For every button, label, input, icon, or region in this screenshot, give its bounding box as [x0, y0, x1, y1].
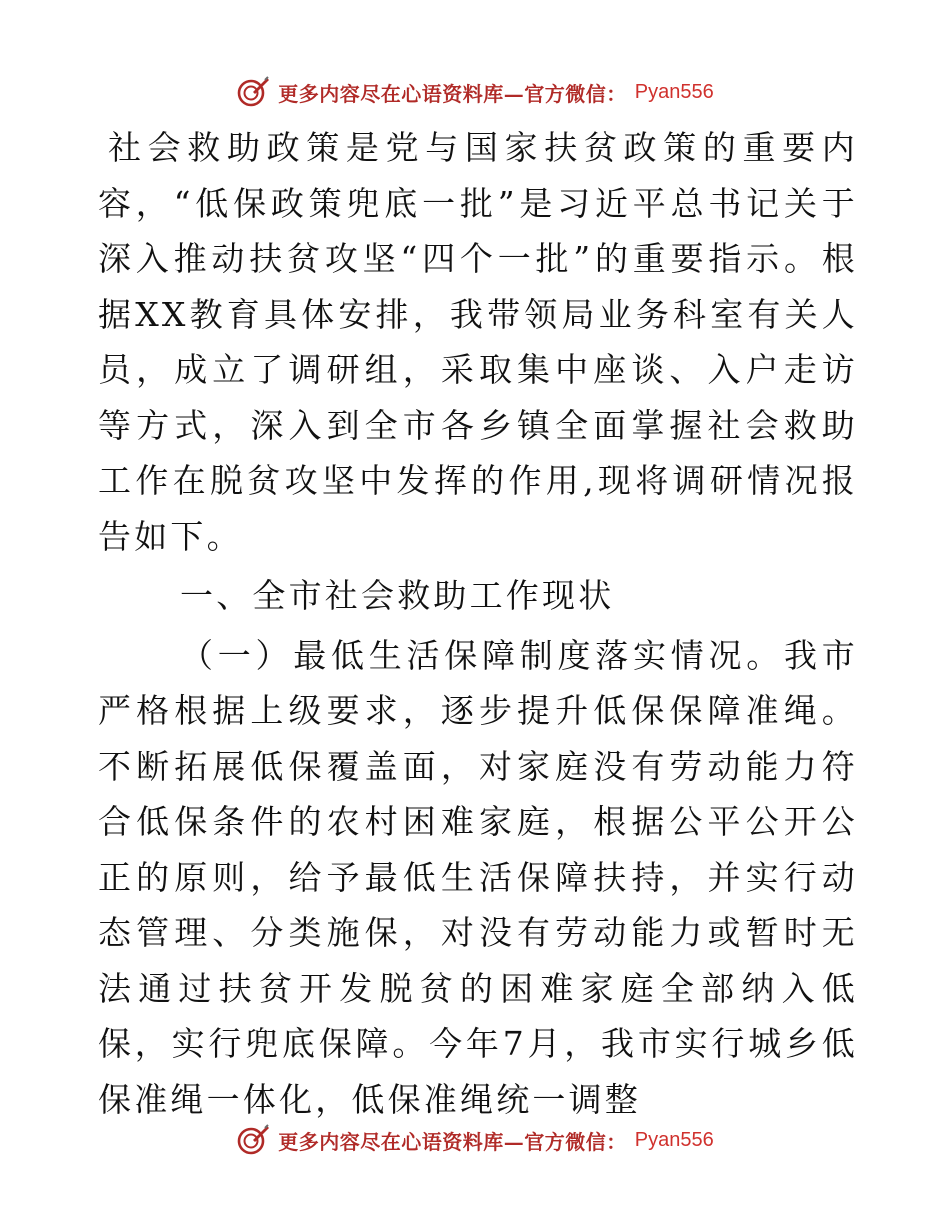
section-heading: 一、全市社会救助工作现状	[180, 576, 615, 615]
intro-paragraph: 社会救助政策是党与国家扶贫政策的重要内容，“低保政策兜底一批”是习近平总书记关于深入推动扶贫攻坚“四个一批”的重要指示。根据XX教育具体安排，我带领局业务科室有关人员，成立了调研组，采取集中座谈、入户走访等方式，深入到全市各乡镇全面掌握社会救助工作在脱贫攻坚中发挥的作用,现将调研情况报告如下。	[98, 128, 858, 556]
watermark-text: 更多内容尽在心语资料库—官方微信：	[278, 81, 627, 106]
document-body	[98, 120, 858, 1127]
pen-logo-icon	[236, 1123, 270, 1157]
pen-logo-icon	[236, 75, 270, 109]
watermark-wechat-id: Pyan556	[634, 80, 714, 103]
watermark-header	[0, 72, 950, 112]
watermark-text: 更多内容尽在心语资料库—官方微信：	[278, 1129, 627, 1154]
watermark-wechat-id: Pyan556	[634, 1128, 714, 1151]
watermark-footer	[0, 1120, 950, 1160]
section-paragraph: （一）最低生活保障制度落实情况。我市严格根据上级要求，逐步提升低保保障准绳。不断拓展低保覆盖面，对家庭没有劳动能力符合低保条件的农村困难家庭，根据公平公开公正的原则，给予最低生活保障扶持，并实行动态管理、分类施保，对没有劳动能力或暂时无法通过扶贫开发脱贫的困难家庭全部纳入低保，实行兜底保障。今年7月，我市实行城乡低保准绳一体化，低保准绳统一调整	[98, 635, 858, 1119]
